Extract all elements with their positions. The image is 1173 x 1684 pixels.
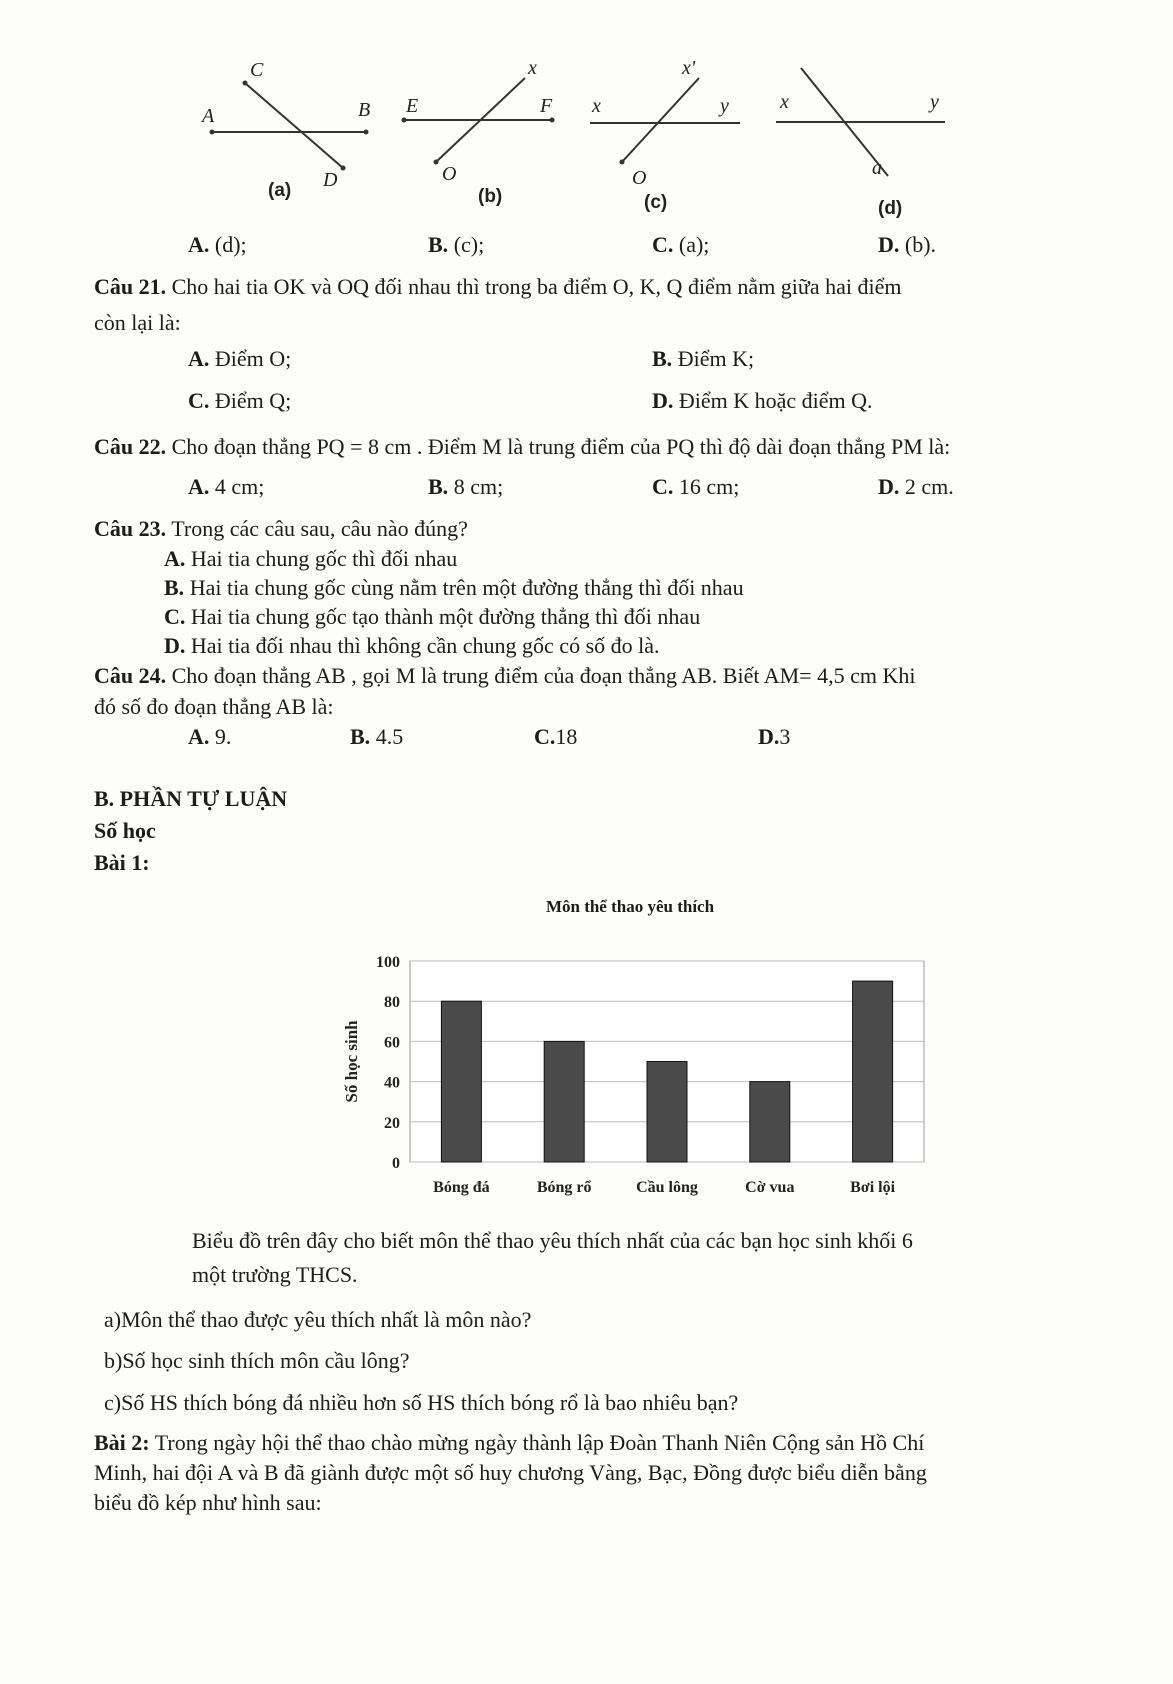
figure-d-caption: (d) [878,198,903,219]
point-label-x: x [780,91,789,113]
y-axis-label: Số học sinh [342,1020,361,1103]
bar [750,1082,790,1162]
q21-question: Câu 21. Cho hai tia OK và OQ đối nhau thì trong ba điểm O, K, Q điểm nằm giữa hai điểm [94,274,902,299]
bai2-text-cont: Minh, hai đội A và B đã giành được một số huy chương Vàng, Bạc, Đồng được biểu diễn bằng [94,1460,927,1485]
section-title: B. PHẦN TỰ LUẬN [94,786,288,811]
x-tick-label: Bơi lội [850,1179,896,1196]
bai1-question-c: c)Số HS thích bóng đá nhiều hơn số HS thích bóng rổ là bao nhiêu bạn? [104,1390,739,1415]
point-label-E: E [406,95,419,117]
point-label-C: C [250,59,264,81]
x-tick-label: Bóng rổ [536,1179,592,1196]
point-label-A: A [202,105,215,127]
chart-title: Môn thể thao yêu thích [545,897,715,916]
figure-a [200,59,370,201]
point-label-y: y [930,91,939,113]
figure-a-caption: (a) [268,180,292,201]
line-figures-svg [180,50,980,230]
y-tick-label: 100 [376,954,400,971]
q22-question: Câu 22. Cho đoạn thẳng PQ = 8 cm . Điểm M là trung điểm của PQ thì độ dài đoạn thẳng PM là: [94,434,951,459]
figure-c-caption: (c) [644,192,668,213]
bai1-question-b: b)Số học sinh thích môn cầu lông? [104,1348,410,1373]
point-label-x-prime: x' [682,57,696,79]
point-label-O: O [442,163,457,185]
x-tick-label: Bóng đá [433,1179,490,1196]
y-tick-label: 60 [384,1034,400,1052]
q24-option-c: C.18 [534,724,578,749]
q20-option-d: D. (b). [878,232,937,257]
bar [647,1062,687,1163]
q24-option-b: B. 4.5 [350,724,404,749]
q24-question-cont: đó số đo đoạn thẳng AB là: [94,694,334,719]
q21-option-b: B. Điểm K; [652,346,755,371]
point-label-O: O [632,167,647,189]
x-tick-label: Cờ vua [745,1179,795,1196]
q24-option-a: A. 9. [188,724,232,749]
q20-option-b: B. (c); [428,232,485,257]
point-label-a: a [872,157,882,179]
q23-option-b: B. Hai tia chung gốc cùng nằm trên một đường thẳng thì đối nhau [164,575,744,600]
y-tick-label: 40 [384,1074,400,1092]
q21-option-d: D. Điểm K hoặc điểm Q. [652,388,873,413]
bai1-description-cont: một trường THCS. [192,1262,358,1287]
point-label-B: B [358,99,371,121]
point-label-y: y [720,95,729,117]
x-tick-label: Cầu lông [636,1179,698,1196]
figure-c [590,57,740,213]
q24-question: Câu 24. Cho đoạn thẳng AB , gọi M là trung điểm của đoạn thẳng AB. Biết AM= 4,5 cm Khi [94,663,916,688]
q20-option-c: C. (a); [652,232,710,257]
q22-option-c: C. 16 cm; [652,474,740,499]
point-label-x: x [592,95,601,117]
bai2-text-cont2: biểu đồ kép như hình sau: [94,1490,322,1515]
q21-option-a: A. Điểm O; [188,346,292,371]
q21-option-c: C. Điểm Q; [188,388,292,413]
bai1-description: Biểu đồ trên đây cho biết môn thể thao yêu thích nhất của các bạn học sinh khối 6 [192,1228,913,1253]
y-tick-label: 80 [384,994,400,1012]
y-tick-label: 0 [392,1155,400,1172]
bai1-label: Bài 1: [94,850,150,875]
q23-question: Câu 23. Trong các câu sau, câu nào đúng? [94,516,468,541]
q23-option-d: D. Hai tia đối nhau thì không cần chung gốc có số đo là. [164,633,660,658]
point-label-D: D [323,169,338,191]
point-label-x: x [528,57,537,79]
figure-b [402,57,555,207]
q24-option-d: D.3 [758,724,791,749]
q22-option-d: D. 2 cm. [878,474,954,499]
figure-b-caption: (b) [478,186,503,207]
point-label-F: F [540,95,553,117]
q22-option-b: B. 8 cm; [428,474,504,499]
bai2-text: Bài 2: Trong ngày hội thể thao chào mừng ngày thành lập Đoàn Thanh Niên Cộng sản Hồ Chí [94,1430,925,1455]
bai1-question-a: a)Môn thể thao được yêu thích nhất là môn nào? [104,1307,532,1332]
y-tick-label: 20 [384,1114,400,1132]
q22-option-a: A. 4 cm; [188,474,265,499]
q21-question-cont: còn lại là: [94,310,181,335]
bar-chart [330,895,950,1215]
bar [441,1001,481,1162]
subsection-title: Số học [94,818,156,843]
q20-option-a: A. (d); [188,232,247,257]
bar [544,1041,584,1162]
bar [853,981,893,1162]
q23-option-c: C. Hai tia chung gốc tạo thành một đường thẳng thì đối nhau [164,604,701,629]
q23-option-a: A. Hai tia chung gốc thì đối nhau [164,546,458,571]
line-figures [180,50,980,230]
figure-d [776,68,945,219]
